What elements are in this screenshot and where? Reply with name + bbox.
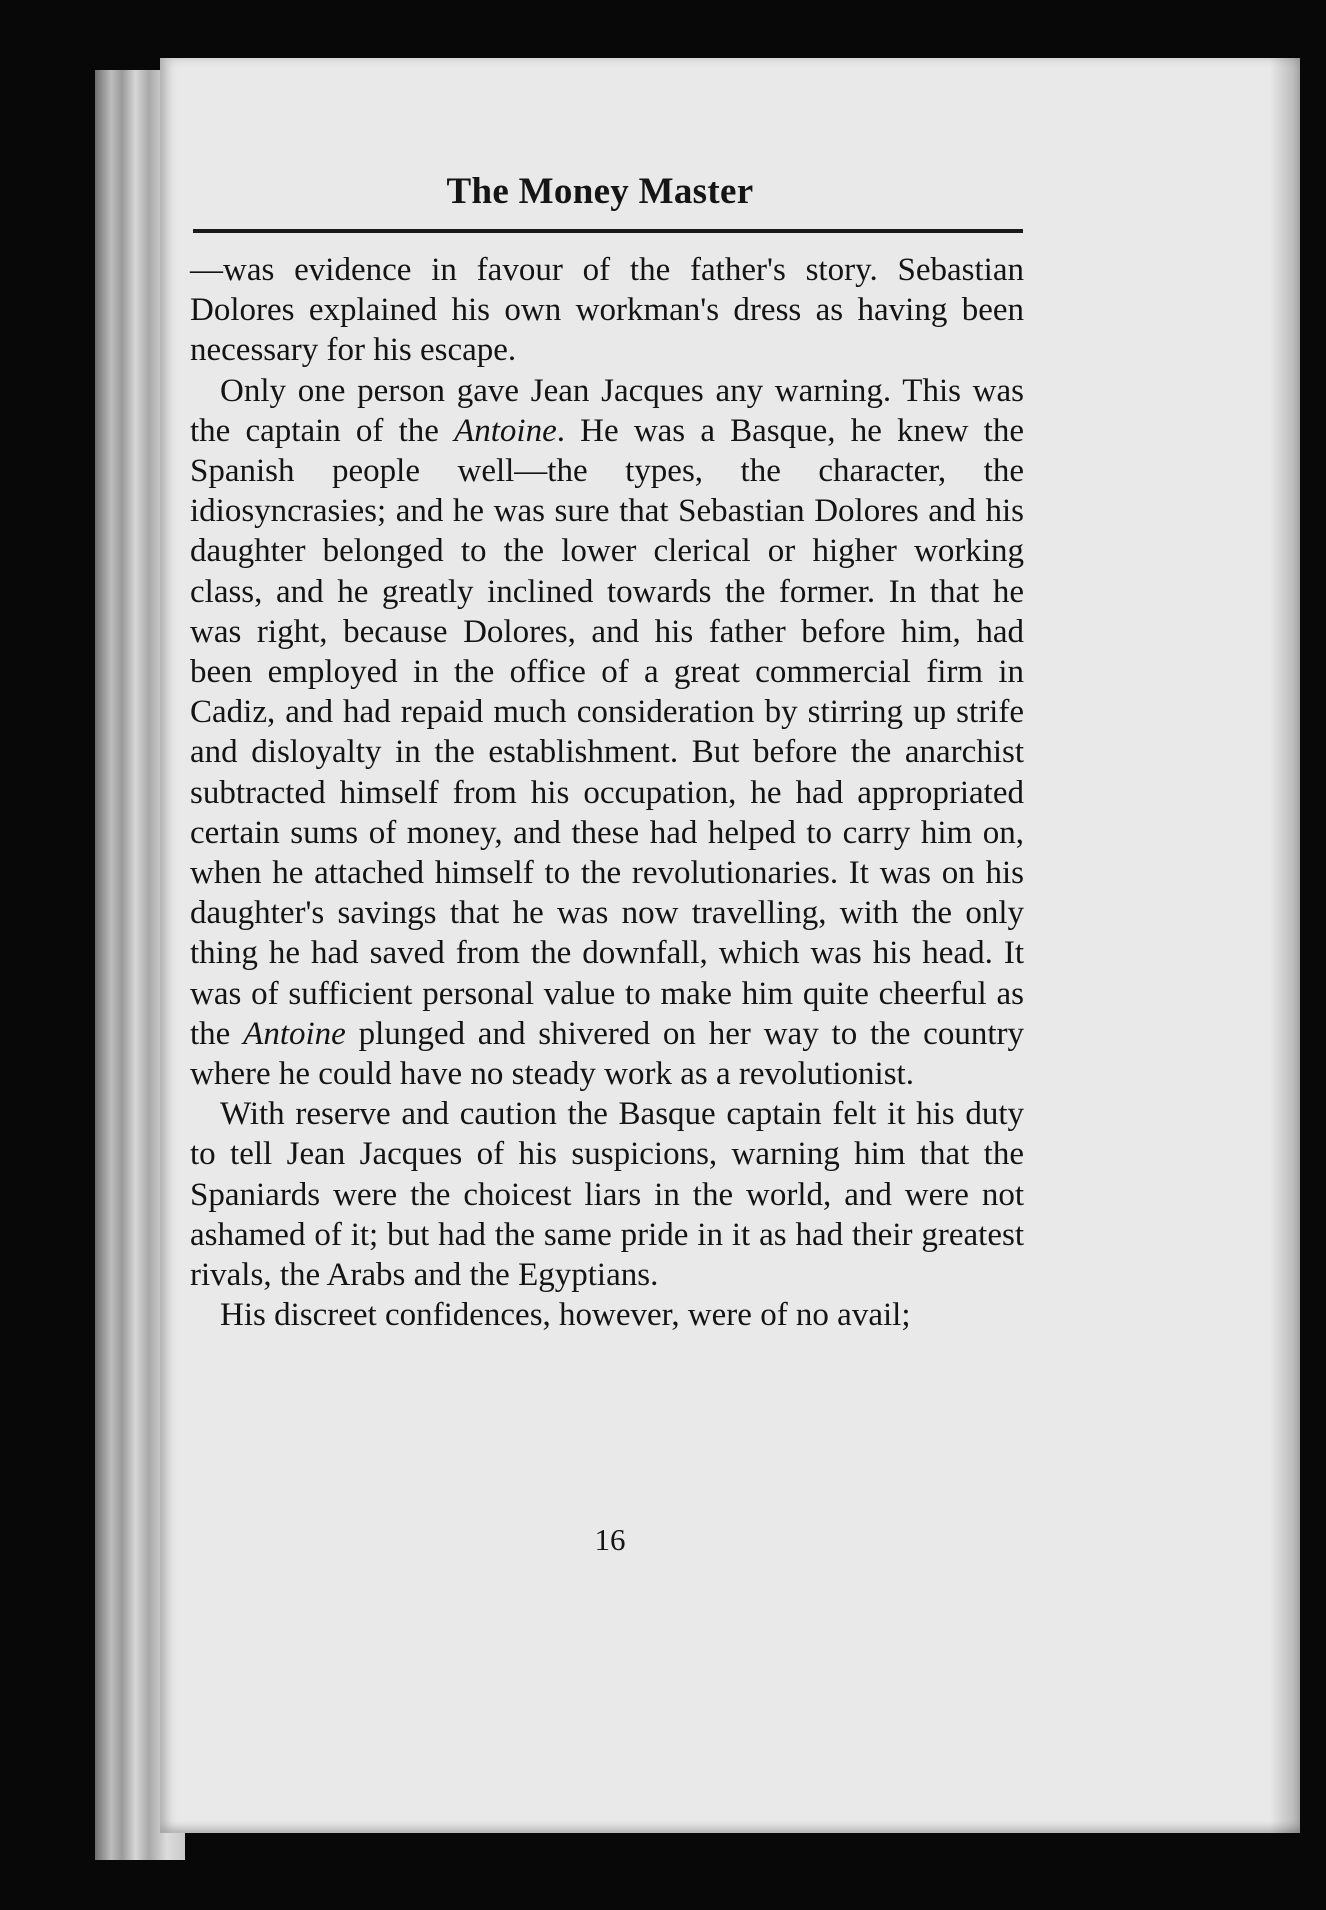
- page-number: 16: [594, 1522, 626, 1557]
- body-text: [190, 250, 1024, 1335]
- ship-name: Antoine: [243, 1015, 346, 1052]
- page-gutter-shadow: [1270, 58, 1300, 1833]
- paragraph-4: His discreet confidences, however, were of no avail;: [220, 1297, 911, 1334]
- header-rule: [193, 229, 1023, 233]
- paragraph-2: Only one person gave Jean Jacques any warning. This was the captain of the Antoine. He was a Basque, he knew the Spanish people well—the types, the character, the idiosyncrasies; and he was sure that Sebastian Dolores and his daughter belonged to the lower clerical or higher working class, and he greatly inclined towards the former. In that he was right, because Dolores, and his father before him, had been employed in the office of a great commercial firm in Cadiz, and had repaid much consideration by stirring up strife and disloyalty in the establishment. But before the anarchist subtracted himself from his occupation, he had appropriated certain sums of money, and these had helped to carry him on, when he attached himself to the revolutionaries. It was on his daughter's savings that he was now travelling, with the only thing he had saved from the downfall, which was his head. It was of sufficient personal value to make him quite cheerful as the Antoine plunged and shivered on her way to the country where he could have no steady work as a revolutionist.: [190, 372, 1024, 1093]
- paragraph-1: —was evidence in favour of the father's story. Sebastian Dolores explained his own workman's dress as having been necessary for his escape.: [190, 252, 1024, 369]
- ship-name: Antoine: [454, 412, 557, 449]
- running-head: The Money Master: [446, 171, 754, 212]
- paragraph-3: With reserve and caution the Basque captain felt it his duty to tell Jean Jacques of his suspicions, warning him that the Spaniards were the choicest liars in the world, and were not ashamed of it; but had the same pride in it as had their greatest rivals, the Arabs and the Egyptians.: [190, 1096, 1024, 1294]
